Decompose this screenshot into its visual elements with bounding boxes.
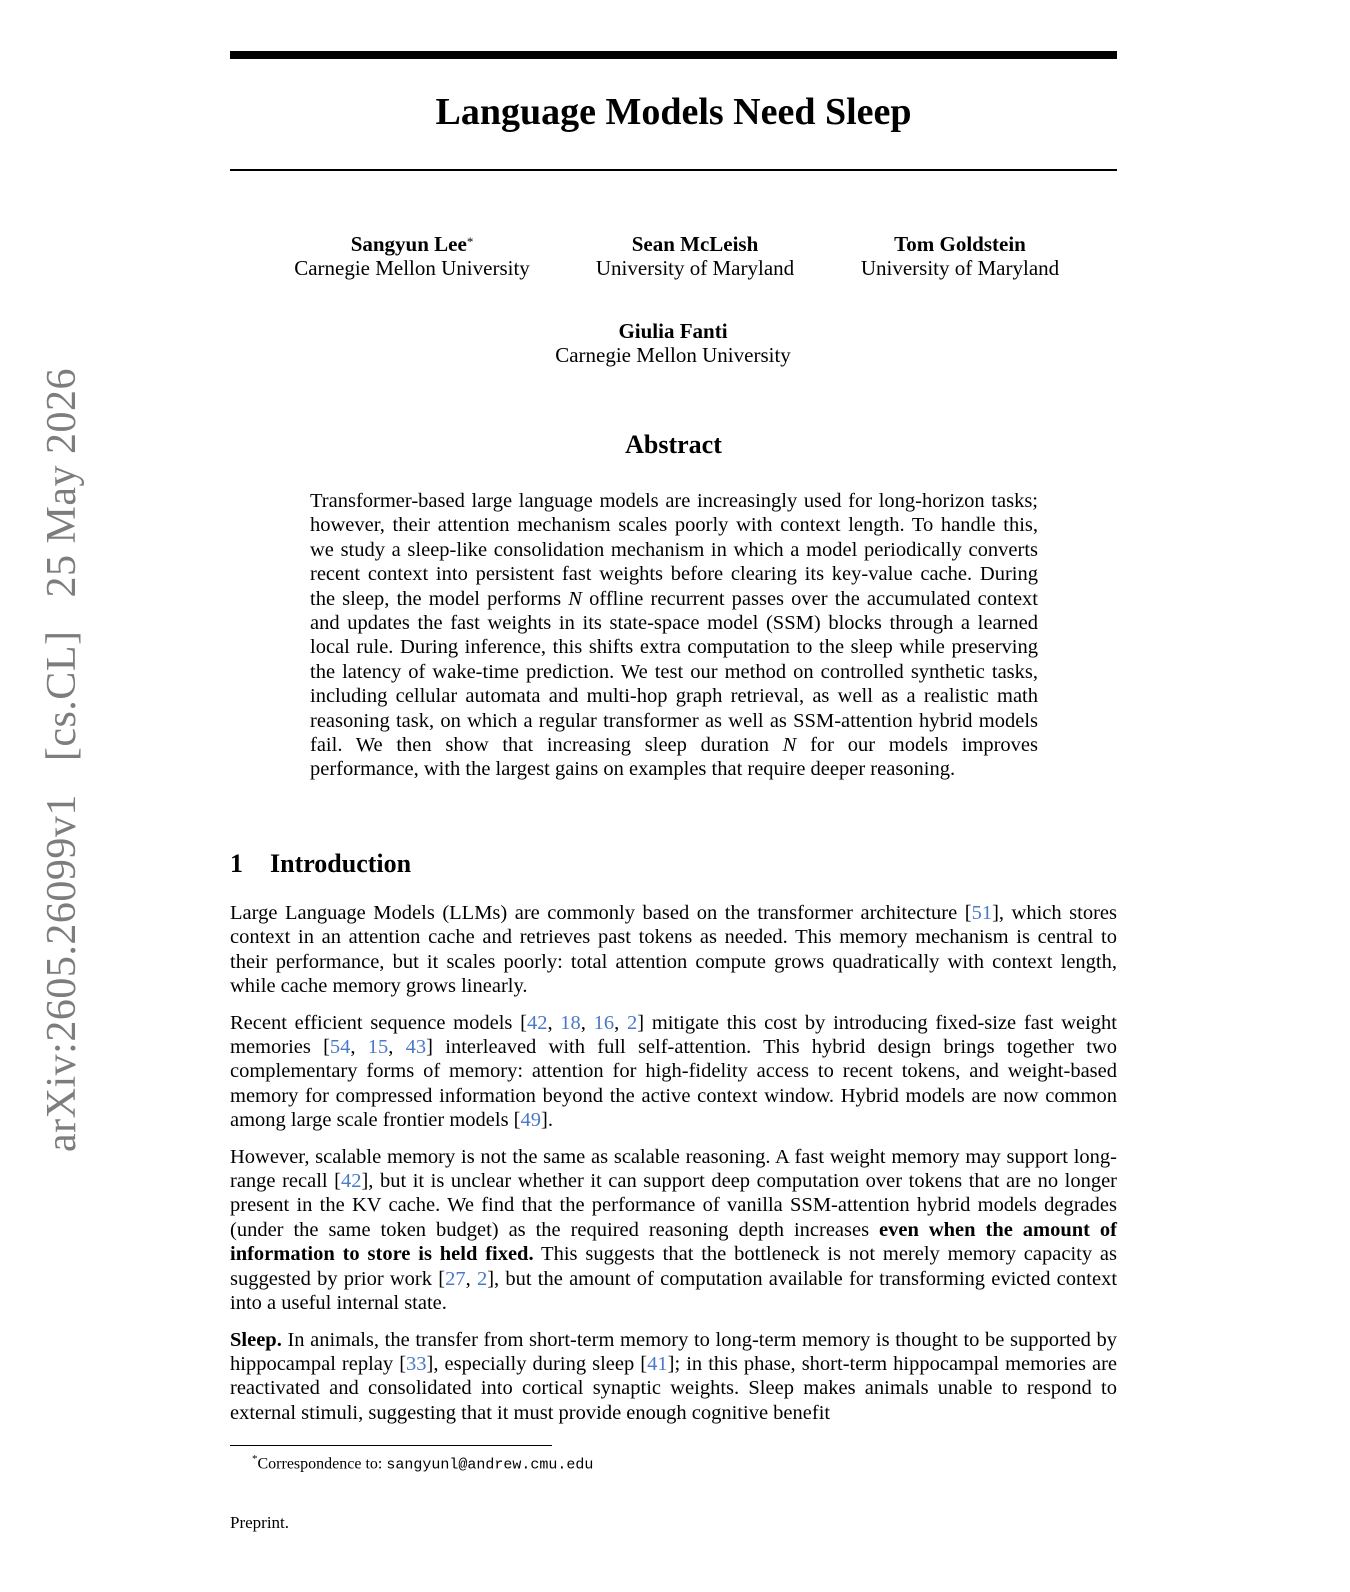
paper-title: Language Models Need Sleep [435,91,912,133]
citation-link[interactable]: 18 [560,1011,581,1034]
arxiv-category: [cs.CL] [39,630,85,762]
section-heading [230,849,411,879]
citation-link[interactable]: 43 [405,1036,427,1059]
arxiv-side-stamp [38,368,86,1152]
citation-link[interactable]: 41 [647,1352,668,1375]
author-name: Sangyun Lee* [350,232,474,256]
citation-link[interactable]: 15 [367,1036,389,1059]
author-name: Giulia Fanti [618,319,728,343]
author-block-2 [560,232,830,280]
arxiv-id: arXiv:2605.26099v1 [39,794,85,1152]
author-block-3 [825,232,1095,280]
citation-link[interactable]: 42 [526,1011,548,1034]
arxiv-date: 25 May 2026 [39,368,85,598]
citation-link[interactable]: 51 [971,902,993,924]
author-footnote-mark: * [466,234,474,249]
section-number: 1 [230,849,243,878]
intro-body [230,901,1117,1437]
author-name: Tom Goldstein [894,232,1026,256]
footnote: *Correspondence to: sangyunl@andrew.cmu.edu [252,1453,594,1474]
citation-link[interactable]: 2 [476,1267,488,1290]
paragraph-2: Recent efficient sequence models [42, 18, 16, 2] mitigate this cost by introducing fixed-size fast weight memories [54, 15, 43] interleaved with full self-attention. This hybrid design brings together two complementary forms of memory: attention for high-fidelity access to recent tokens, and weight-based memory for compressed information beyond the active context window. Hybrid models are now common among large scale frontier models [49]. [230,1011,1118,1132]
author-block-1 [262,232,562,280]
citation-link[interactable]: 16 [593,1011,615,1034]
section-title: Introduction [270,849,412,878]
author-name: Sean McLeish [631,232,759,256]
title-bottom-rule [230,169,1117,171]
abstract-text: Transformer-based large language models are increasingly used for long-horizon tasks; however, their attention mechanism scales poorly with context length. To handle this, we study a sleep-like consolidation mechanism in which a model periodically converts recent context into persistent fast weights before clearing its key-value cache. During the sleep, the model performs N offline recurrent passes over the accumulated context and updates the fast weights in its state-space model (SSM) blocks through a learned local rule. During inference, this shifts extra computation to the sleep while preserving the latency of wake-time prediction. We test our method on controlled synthetic tasks, including cellular automata and multi-hop graph retrieval, as well as a realistic math reasoning task, on which a regular transformer as well as SSM-attention hybrid models fail. We then show that increasing sleep duration N for our models improves performance, with the largest gains on examples that require deeper reasoning. [310,490,1038,781]
email-link[interactable]: sangyunl@andrew.cmu.edu [386,1456,594,1474]
emphasis-text: even when the amount of information to store is held fixed. [230,1218,1117,1266]
paragraph-3: However, scalable memory is not the same as scalable reasoning. A fast weight memory may support long-range recall [42], but it is unclear whether it can support deep computation over tokens that are no longer present in the KV cache. We find that the performance of vanilla SSM-attention hybrid models degrades (under the same token budget) as the required reasoning depth increases even when the amount of information to store is held fixed. This suggests that the bottleneck is not merely memory capacity as suggested by prior work [27, 2], but the amount of computation available for transforming evicted context into a useful internal state. [230,1145,1118,1315]
title-top-rule [230,51,1117,59]
citation-link[interactable]: 2 [627,1011,638,1034]
footnote-mark: * [252,1453,258,1465]
citation-link[interactable]: 27 [445,1267,466,1290]
author-affiliation: Carnegie Mellon University [555,343,791,367]
citation-link[interactable]: 54 [329,1036,351,1059]
abstract-heading: Abstract [625,430,722,459]
author-affiliation: Carnegie Mellon University [294,256,530,280]
preprint-label: Preprint. [230,1513,290,1532]
author-block-4 [523,319,823,367]
citation-link[interactable]: 42 [340,1170,362,1193]
footnote-rule [230,1445,552,1446]
citation-link[interactable]: 33 [406,1352,427,1375]
author-affiliation: University of Maryland [595,256,795,280]
author-affiliation: University of Maryland [860,256,1060,280]
paragraph-lead: Sleep. [230,1328,282,1351]
citation-link[interactable]: 49 [520,1109,542,1132]
paragraph-4: Sleep. In animals, the transfer from short-term memory to long-term memory is thought to be supported by hippocampal replay [33], especially during sleep [41]; in this phase, short-term hippocampal memories are reactivated and consolidated into cortical synaptic weights. Sleep makes animals unable to respond to external stimuli, suggesting that it must provide enough cognitive benefit [230,1328,1117,1424]
paragraph-1: Large Language Models (LLMs) are commonly based on the transformer architecture [51], which stores context in an attention cache and retrieves past tokens as needed. This memory mechanism is central to their performance, but it scales poorly: total attention compute grows quadratically with context length, while cache memory grows linearly. [230,902,1117,998]
